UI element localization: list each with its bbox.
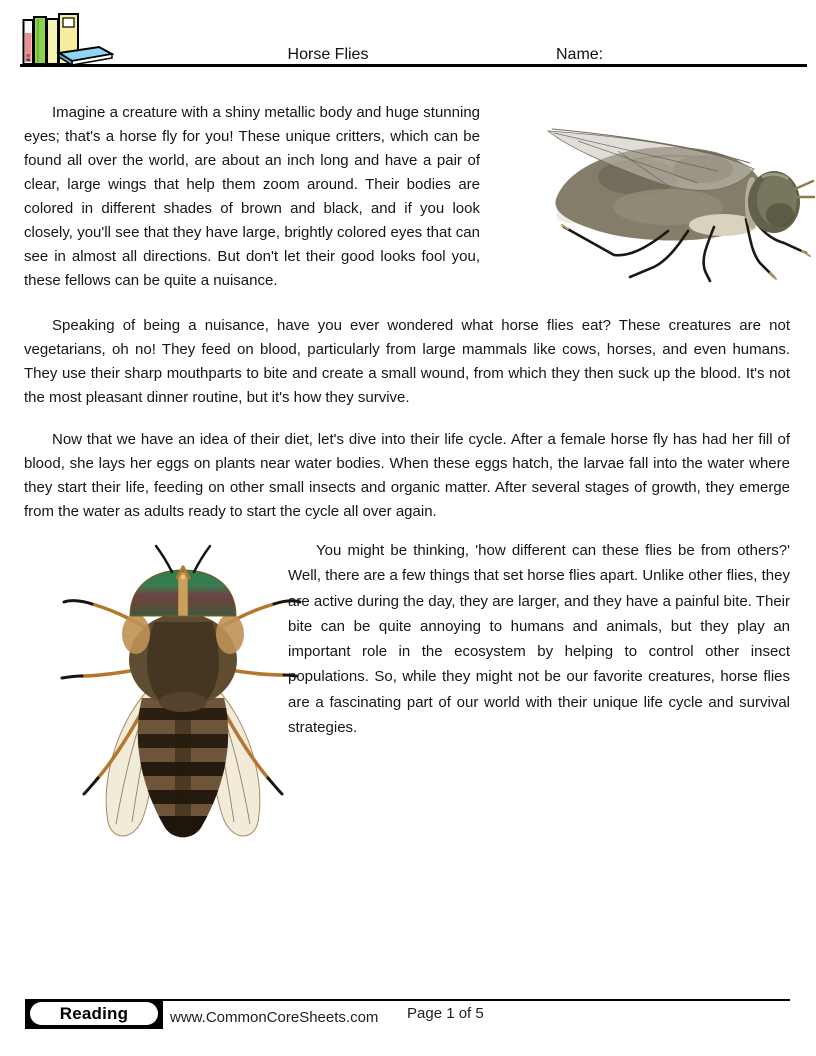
name-label: Name: xyxy=(556,46,604,63)
paragraph-4-text: You might be thinking, 'how different can these flies be from others?' Well, there are a few things that set horse flies apart. Unlike other flies, they are active during the day, they are larger, and they have a painful bite. Their bite can be quite annoying to humans and animals, but they play an important role in the ecosystem by helping to control other insect populations. So, while they might not be our favorite creatures, horse flies are a fascinating part of our world with their unique life cycle and survival strategies. xyxy=(288,542,790,737)
horse-fly-top-illustration xyxy=(44,542,302,857)
paragraph-3 xyxy=(24,428,790,524)
reading-passage xyxy=(24,67,790,857)
paragraph-2 xyxy=(24,314,790,410)
paragraph-1 xyxy=(24,101,790,293)
horse-fly-side-image xyxy=(490,107,790,285)
page-number: Page 1 of 5 xyxy=(407,1005,484,1022)
paragraph-2-text: Speaking of being a nuisance, have you ever wondered what horse flies eat? These creatures are not vegetarians, oh no! They feed on blood, particularly from large mammals like cows, horses, and even humans. They use their sharp mouthparts to bite and create a small wound, from which they then suck up the blood. It's not the most pleasant dinner routine, but it's how they survive. xyxy=(24,317,790,406)
horse-fly-top-image xyxy=(16,542,274,857)
badge-label: Reading xyxy=(59,1003,129,1023)
website-url: www.CommonCoreSheets.com xyxy=(170,1009,379,1026)
paragraph-1-text: Imagine a creature with a shiny metallic body and huge stunning eyes; that's a horse fly for you! These unique critters, which can be found all over the world, are about an inch long and have a pair of clear, large wings that help them zoom around. Their bodies are colored in different shades of brown and black, and if you look closely, you'll see that they have large, brightly colored eyes that can see in almost all directions. But don't let their good looks fool you, these fellows can be quite a nuisance. xyxy=(24,104,480,289)
reading-badge xyxy=(25,999,163,1029)
paragraph-3-text: Now that we have an idea of their diet, let's dive into their life cycle. After a female horse fly has had her fill of blood, she lays her eggs on plants near water bodies. When these eggs hatch, the larvae fall into the water where they start their life, feeding on other small insects and organic matter. After several stages of growth, they emerge from the water as adults ready to start the cycle all over again. xyxy=(24,431,790,520)
horse-fly-side-illustration xyxy=(518,107,816,285)
page-title: Horse Flies xyxy=(287,46,369,63)
reading-badge-pill xyxy=(30,1002,158,1025)
books-logo-icon xyxy=(22,11,114,65)
paragraph-4 xyxy=(24,538,790,740)
